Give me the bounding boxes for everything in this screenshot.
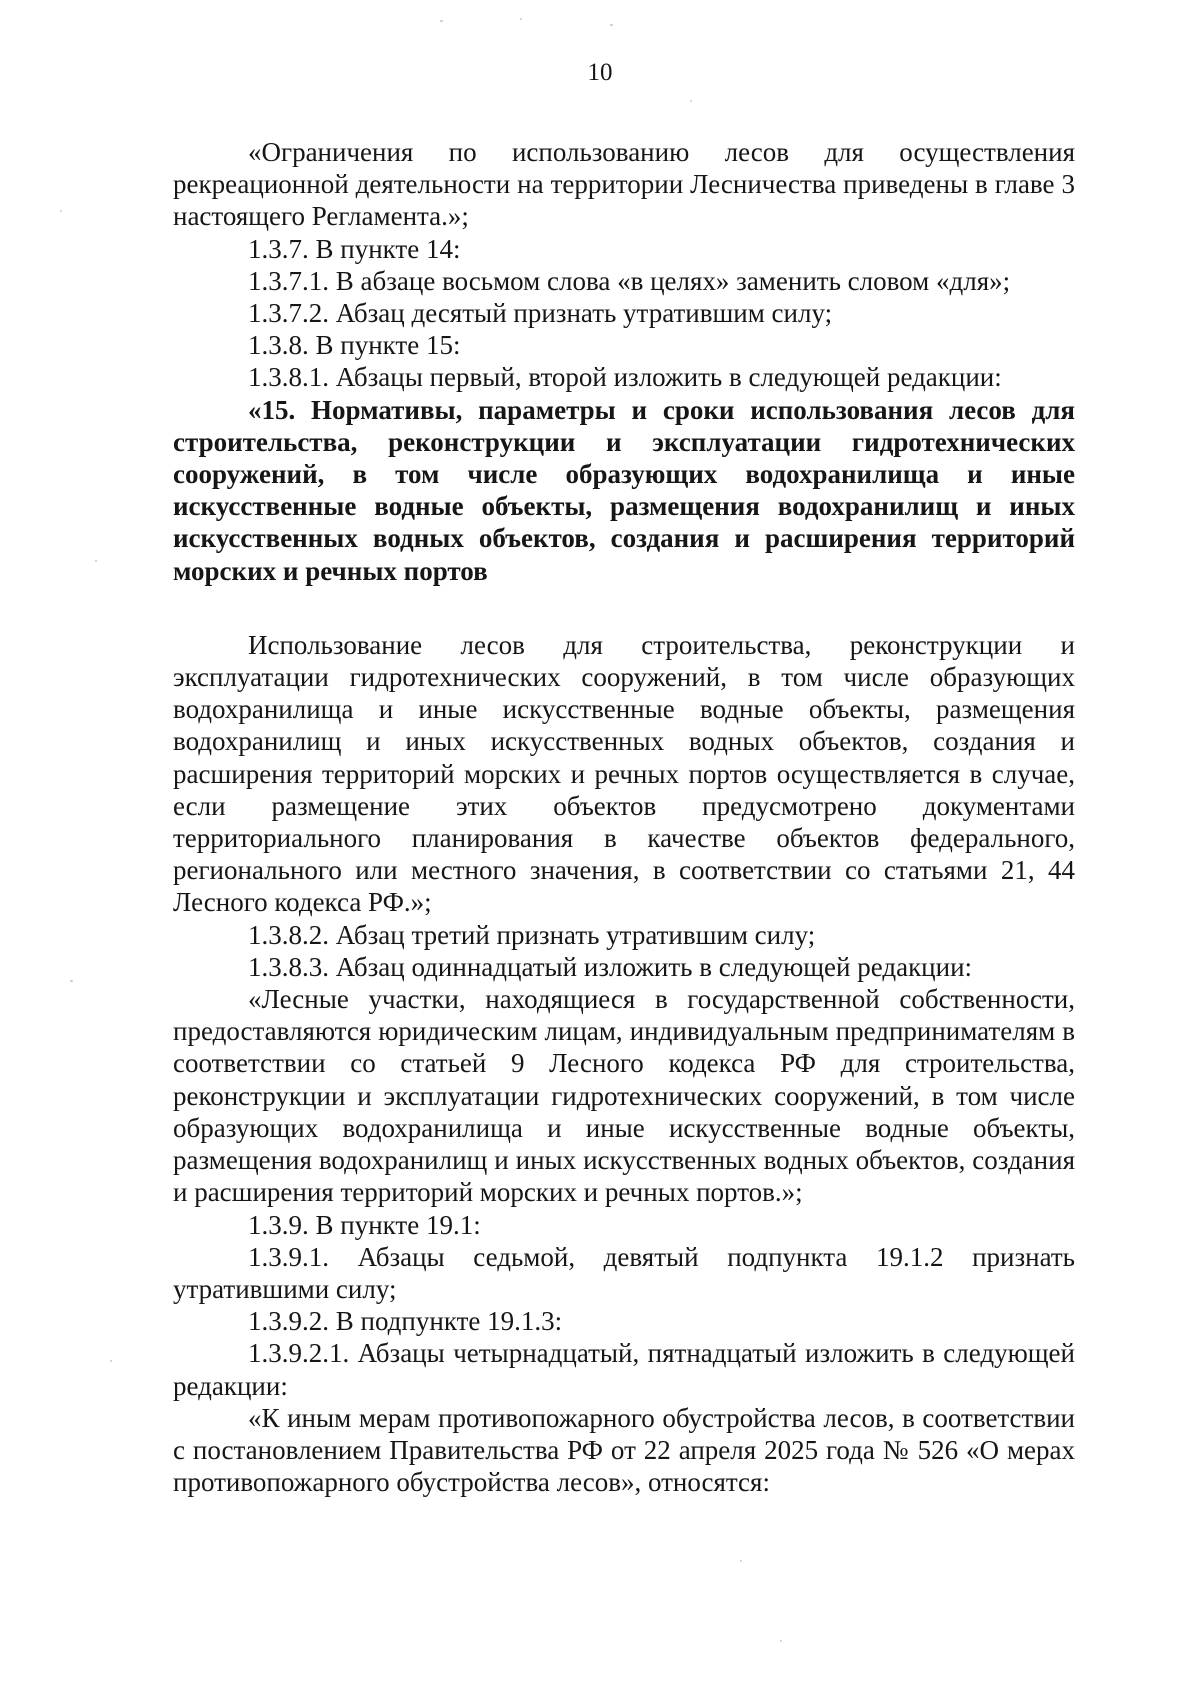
item-1-3-7: 1.3.7. В пункте 14: (248, 233, 461, 264)
item-1-3-9-2: 1.3.9.2. В подпункте 19.1.3: (248, 1306, 563, 1337)
scan-speck (690, 100, 692, 102)
scan-speck (60, 210, 62, 212)
page-number: 10 (587, 59, 613, 86)
item-1-3-7-2: 1.3.7.2. Абзац десятый признать утратившим силу; (248, 298, 833, 329)
paragraph-forest-plots: «Лесные участки, находящиеся в государственной собственности, предоставляются юридическим лицам, индивидуальным предпринимателям в соответствии со статьей 9 Лесного кодекса РФ для строительства, реконструкции и эксплуатации гидротехнических сооружений, в том числе образующих водохранилища и иные искусственные водные объекты, размещения водохранилищ и иных искусственных водных объектов, создания и расширения территорий морских и речных портов.»; (173, 984, 1075, 1208)
scan-speck (110, 1360, 112, 1362)
scan-speck (440, 20, 443, 22)
item-1-3-8-2: 1.3.8.2. Абзац третий признать утратившим силу; (248, 919, 816, 950)
item-1-3-8-1: 1.3.8.1. Абзацы первый, второй изложить в следующей редакции: (248, 362, 1002, 393)
scan-speck (780, 1640, 782, 1642)
scan-speck (95, 560, 97, 562)
item-1-3-9-1: 1.3.9.1. Абзацы седьмой, девятый подпункта 19.1.2 признать утратившими силу; (173, 1241, 1075, 1304)
scan-speck (520, 18, 522, 20)
document-body (173, 136, 1075, 1498)
paragraph-fire-prevention: «К иным мерам противопожарного обустройства лесов, в соответствии с постановлением Правительства РФ от 22 апреля 2025 года № 526 «О мерах противопожарного обустройства лесов», относятся: (173, 1402, 1075, 1498)
item-1-3-8-3: 1.3.8.3. Абзац одиннадцатый изложить в следующей редакции: (248, 951, 973, 982)
scan-speck (610, 24, 613, 26)
item-1-3-9-2-1: 1.3.9.2.1. Абзацы четырнадцатый, пятнадцатый изложить в следующей редакции: (173, 1338, 1075, 1401)
paragraph-recreation-restrictions: «Ограничения по использованию лесов для осуществления рекреационной деятельности на территории Лесничества приведены в главе 3 настоящего Регламента.»; (173, 137, 1075, 232)
section-15-heading: «15. Нормативы, параметры и сроки использования лесов для строительства, реконструкции и эксплуатации гидротехнических сооружений, в том числе образующих водохранилища и иные искусственные водные объекты, размещения водохранилищ и иных искусственных водных объектов, создания и расширения территорий морских и речных портов (173, 394, 1075, 586)
item-1-3-8: 1.3.8. В пункте 15: (248, 330, 461, 361)
scan-speck (740, 1560, 742, 1562)
paragraph-spacer (173, 587, 1075, 629)
item-1-3-7-1: 1.3.7.1. В абзаце восьмом слова «в целях» заменить словом «для»; (248, 265, 1011, 296)
scan-speck (70, 980, 73, 982)
item-1-3-9: 1.3.9. В пункте 19.1: (248, 1209, 481, 1240)
paragraph-forest-use: Использование лесов для строительства, реконструкции и эксплуатации гидротехнических сооружений, в том числе образующих водохранилища и иные искусственные водные объекты, размещения водохранилищ и иных искусственных водных объектов, создания и расширения территорий морских и речных портов осуществляется в случае, если размещение этих объектов предусмотрено документами территориального планирования в качестве объектов федерального, регионального или местного значения, в соответствии со статьями 21, 44 Лесного кодекса РФ.»; (173, 629, 1075, 918)
